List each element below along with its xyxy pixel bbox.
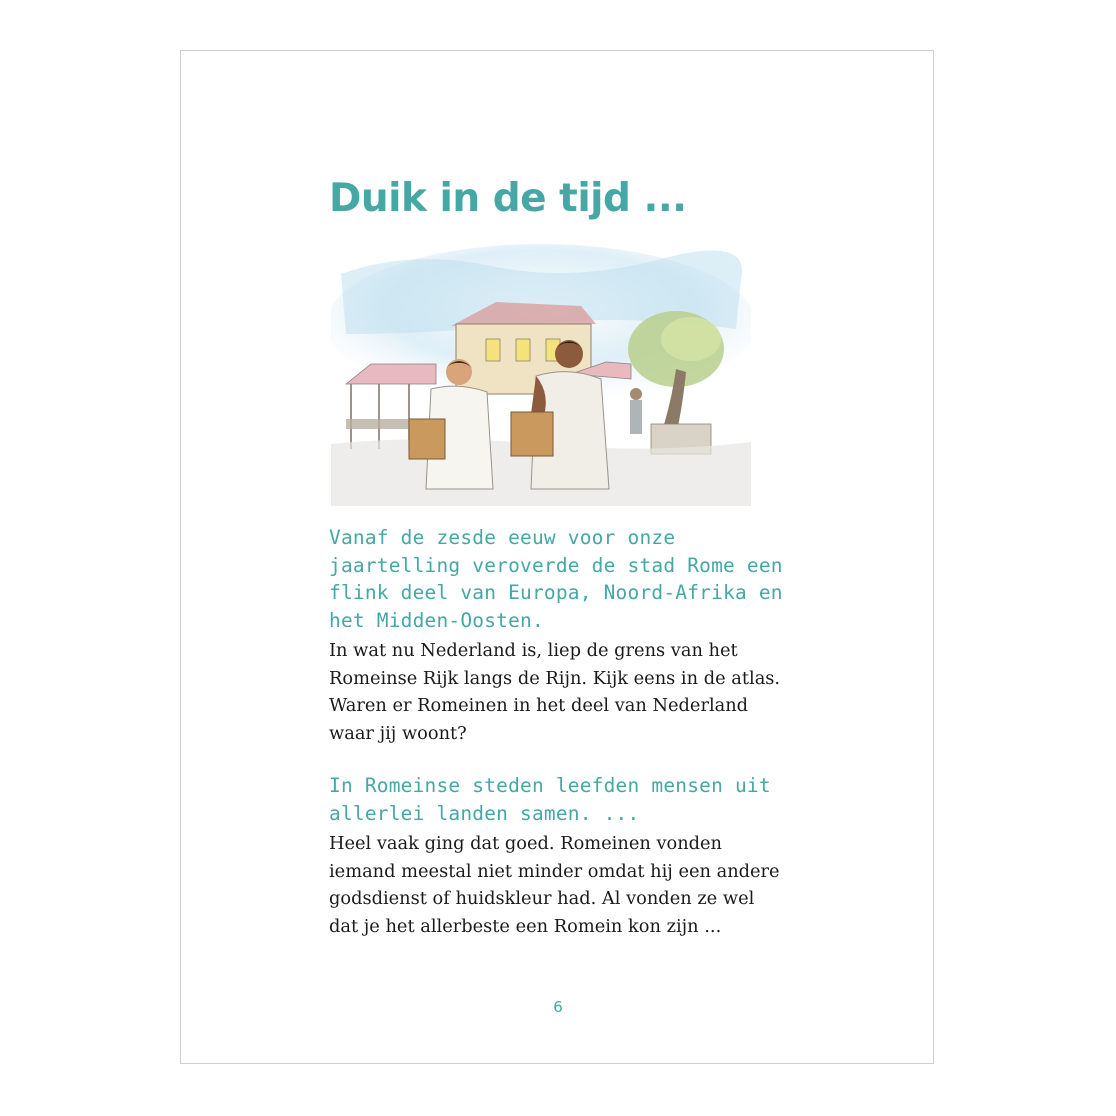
lead-paragraph: Vanaf de zesde eeuw voor onze jaartelling veroverde de stad Rome een flink deel van Europa, Noord-Afrika en het Midden-Oosten.	[329, 526, 783, 632]
building-window	[516, 339, 530, 361]
tree-crown-light	[661, 317, 721, 361]
background-figure-body	[630, 400, 642, 434]
body-paragraph-1: In wat nu Nederland is, liep de grens van het Romeinse Rijk langs de Rijn. Kijk eens in de atlas. Waren er Romeinen in het deel van Nederland waar jij woont?	[329, 640, 781, 744]
background-figure-head	[630, 388, 642, 400]
building-window	[486, 339, 500, 361]
person-right-crate	[511, 412, 553, 456]
page-title: Duik in de tijd ...	[329, 176, 687, 221]
roman-town-illustration	[331, 244, 751, 506]
page-number: 6	[553, 998, 563, 1016]
subheading: In Romeinse steden leefden mensen uit allerlei landen samen. ...	[329, 774, 771, 825]
person-right-head	[555, 340, 583, 368]
person-left-crate	[409, 419, 445, 459]
body-paragraph-2: Heel vaak ging dat goed. Romeinen vonden iemand meestal niet minder omdat hij een andere godsdienst of huidskleur had. Al vonden ze wel dat je het allerbeste een Romein kon zijn ...	[329, 833, 780, 937]
illustration-svg	[331, 244, 751, 506]
book-page	[180, 50, 934, 1064]
stall-roof-left	[346, 364, 436, 384]
